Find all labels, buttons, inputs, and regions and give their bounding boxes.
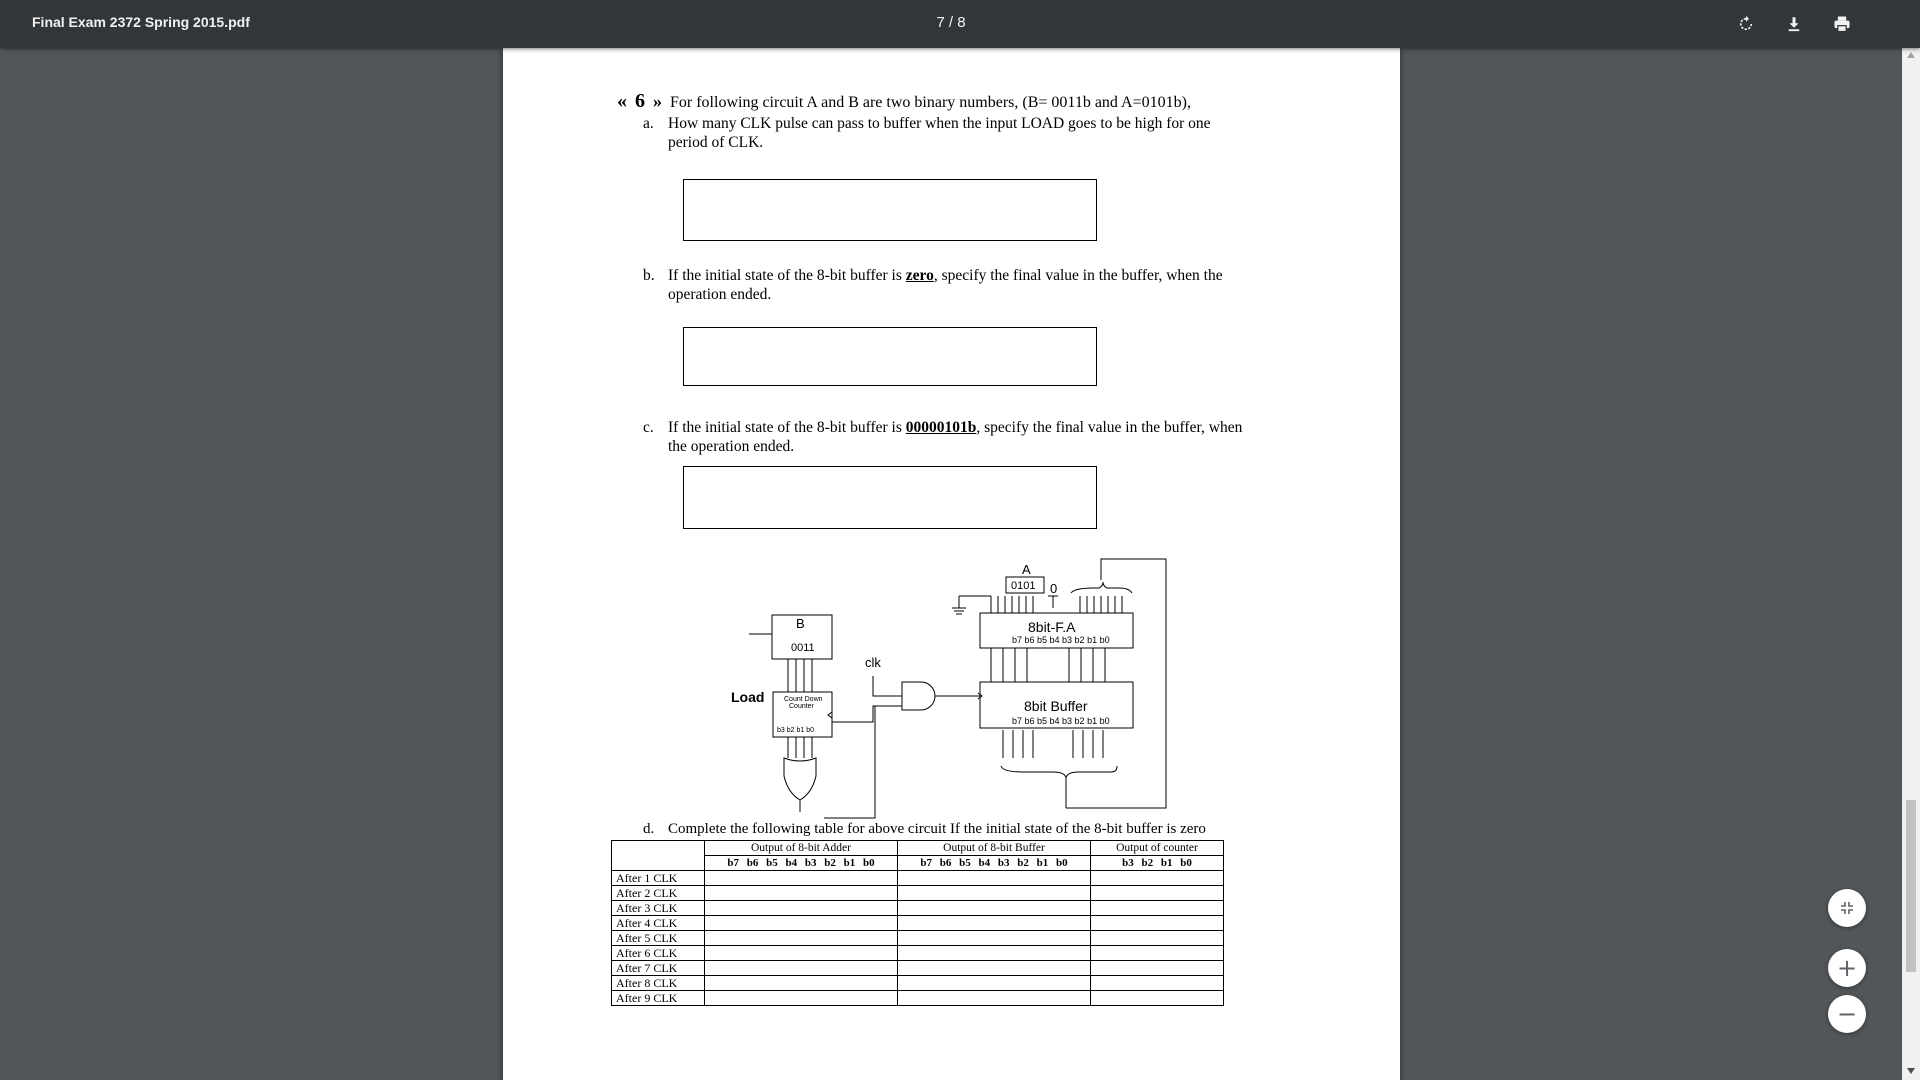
question-d-text: Complete the following table for above circuit If the initial state of the 8-bit buffer is zero bbox=[668, 821, 1206, 837]
table-row bbox=[612, 976, 1224, 991]
table-row bbox=[612, 931, 1224, 946]
table-cell[interactable] bbox=[1091, 886, 1224, 901]
question-d-label: d. bbox=[643, 821, 655, 837]
print-button[interactable] bbox=[1828, 10, 1856, 38]
question-c-line2: the operation ended. bbox=[668, 438, 795, 455]
table-row bbox=[612, 946, 1224, 961]
table-cell[interactable] bbox=[898, 916, 1091, 931]
table-row bbox=[612, 886, 1224, 901]
header-adder: Output of 8-bit Adder bbox=[705, 841, 898, 856]
table-cell[interactable] bbox=[1091, 931, 1224, 946]
page-indicator bbox=[0, 14, 1902, 31]
table-cell[interactable] bbox=[705, 961, 898, 976]
fit-to-page-icon bbox=[1840, 901, 1854, 915]
pdf-page bbox=[503, 48, 1400, 1080]
document-viewer[interactable] bbox=[0, 48, 1902, 1080]
download-icon bbox=[1785, 15, 1803, 33]
row-label: After 6 CLK bbox=[612, 946, 705, 961]
header-buffer: Output of 8-bit Buffer bbox=[898, 841, 1091, 856]
circuit-zero: 0 bbox=[1050, 581, 1058, 596]
print-icon bbox=[1832, 14, 1852, 34]
question-b-line1: If the initial state of the 8-bit buffer is zero, specify the final value in the buffer, when the bbox=[668, 267, 1223, 284]
row-label: After 2 CLK bbox=[612, 886, 705, 901]
question-c-label: c. bbox=[643, 419, 654, 436]
table-cell[interactable] bbox=[1091, 901, 1224, 916]
table-row bbox=[612, 901, 1224, 916]
circuit-a-value: 0101 bbox=[1011, 580, 1036, 592]
page-separator: / bbox=[948, 14, 954, 31]
scroll-down-arrow-icon[interactable] bbox=[1907, 1068, 1915, 1074]
table-cell[interactable] bbox=[898, 961, 1091, 976]
clock-table bbox=[611, 840, 1224, 1006]
circuit-clk: clk bbox=[865, 655, 881, 670]
row-label: After 7 CLK bbox=[612, 961, 705, 976]
row-label: After 5 CLK bbox=[612, 931, 705, 946]
question-c-line1: If the initial state of the 8-bit buffer is 00000101b, specify the final value in the buffer, when bbox=[668, 419, 1243, 436]
table-cell[interactable] bbox=[1091, 871, 1224, 886]
table-cell[interactable] bbox=[898, 931, 1091, 946]
table-row bbox=[612, 991, 1224, 1006]
circuit-b-value: 0011 bbox=[791, 642, 815, 654]
row-label: After 1 CLK bbox=[612, 871, 705, 886]
table-cell[interactable] bbox=[705, 976, 898, 991]
table-cell[interactable] bbox=[1091, 946, 1224, 961]
question-b-label: b. bbox=[643, 267, 655, 284]
table-cell[interactable] bbox=[705, 901, 898, 916]
header-counter: Output of counter bbox=[1091, 841, 1224, 856]
adder-bits: b7 b6 b5 b4 b3 b2 b1 b0 bbox=[1012, 635, 1110, 645]
table-cell[interactable] bbox=[705, 991, 898, 1006]
zoom-out-button[interactable]: − bbox=[1828, 995, 1866, 1033]
question-6-heading: « 6 » For following circuit A and B are two binary numbers, (B= 0011b and A=0101b), bbox=[617, 90, 1191, 112]
row-label: After 3 CLK bbox=[612, 901, 705, 916]
table-cell[interactable] bbox=[898, 976, 1091, 991]
table-cell[interactable] bbox=[1091, 961, 1224, 976]
row-label: After 8 CLK bbox=[612, 976, 705, 991]
buffer-bits: b7 b6 b5 b4 b3 b2 b1 b0 bbox=[1012, 716, 1110, 726]
rotate-button[interactable] bbox=[1732, 10, 1760, 38]
document-title: Final Exam 2372 Spring 2015.pdf bbox=[32, 14, 250, 30]
table-cell[interactable] bbox=[898, 901, 1091, 916]
question-a-line2: period of CLK. bbox=[668, 134, 764, 151]
table-cell[interactable] bbox=[705, 871, 898, 886]
counter-bits: b3 b2 b1 b0 bbox=[777, 727, 814, 734]
circuit-a-label: A bbox=[1022, 562, 1031, 577]
circuit-b-label: B bbox=[796, 616, 805, 631]
table-cell[interactable] bbox=[1091, 976, 1224, 991]
counter-label-2: Counter bbox=[789, 703, 814, 710]
pdf-toolbar bbox=[0, 0, 1920, 48]
total-pages: 8 bbox=[957, 14, 966, 31]
download-button[interactable] bbox=[1780, 10, 1808, 38]
question-a-label: a. bbox=[643, 115, 654, 132]
circuit-load: Load bbox=[731, 689, 765, 705]
row-label: After 9 CLK bbox=[612, 991, 705, 1006]
fit-to-page-button[interactable] bbox=[1828, 889, 1866, 927]
buffer-label: 8bit Buffer bbox=[1024, 698, 1088, 714]
scrollbar-thumb[interactable] bbox=[1906, 800, 1916, 972]
adder-label: 8bit-F.A bbox=[1028, 619, 1076, 635]
table-corner bbox=[612, 841, 705, 871]
table-row bbox=[612, 961, 1224, 976]
vertical-scrollbar[interactable] bbox=[1902, 48, 1920, 1080]
table-cell[interactable] bbox=[705, 931, 898, 946]
question-a-line1: How many CLK pulse can pass to buffer when the input LOAD goes to be high for one bbox=[668, 115, 1211, 132]
subheader-counter: b3 b2 b1 b0 bbox=[1091, 856, 1224, 871]
table-cell[interactable] bbox=[705, 886, 898, 901]
question-b-line2: operation ended. bbox=[668, 286, 772, 303]
table-row bbox=[612, 916, 1224, 931]
counter-label-1: Count Down bbox=[784, 696, 823, 703]
scroll-up-arrow-icon[interactable] bbox=[1907, 52, 1915, 58]
zoom-in-button[interactable]: + bbox=[1828, 949, 1866, 987]
rotate-icon bbox=[1737, 15, 1755, 33]
subheader-buffer: b7 b6 b5 b4 b3 b2 b1 b0 bbox=[898, 856, 1091, 871]
table-cell[interactable] bbox=[705, 946, 898, 961]
current-page[interactable]: 7 bbox=[936, 14, 945, 31]
table-cell[interactable] bbox=[1091, 991, 1224, 1006]
table-cell[interactable] bbox=[898, 946, 1091, 961]
table-cell[interactable] bbox=[1091, 916, 1224, 931]
row-label: After 4 CLK bbox=[612, 916, 705, 931]
table-cell[interactable] bbox=[898, 991, 1091, 1006]
table-cell[interactable] bbox=[705, 916, 898, 931]
table-cell[interactable] bbox=[898, 871, 1091, 886]
subheader-adder: b7 b6 b5 b4 b3 b2 b1 b0 bbox=[705, 856, 898, 871]
table-row bbox=[612, 871, 1224, 886]
table-cell[interactable] bbox=[898, 886, 1091, 901]
